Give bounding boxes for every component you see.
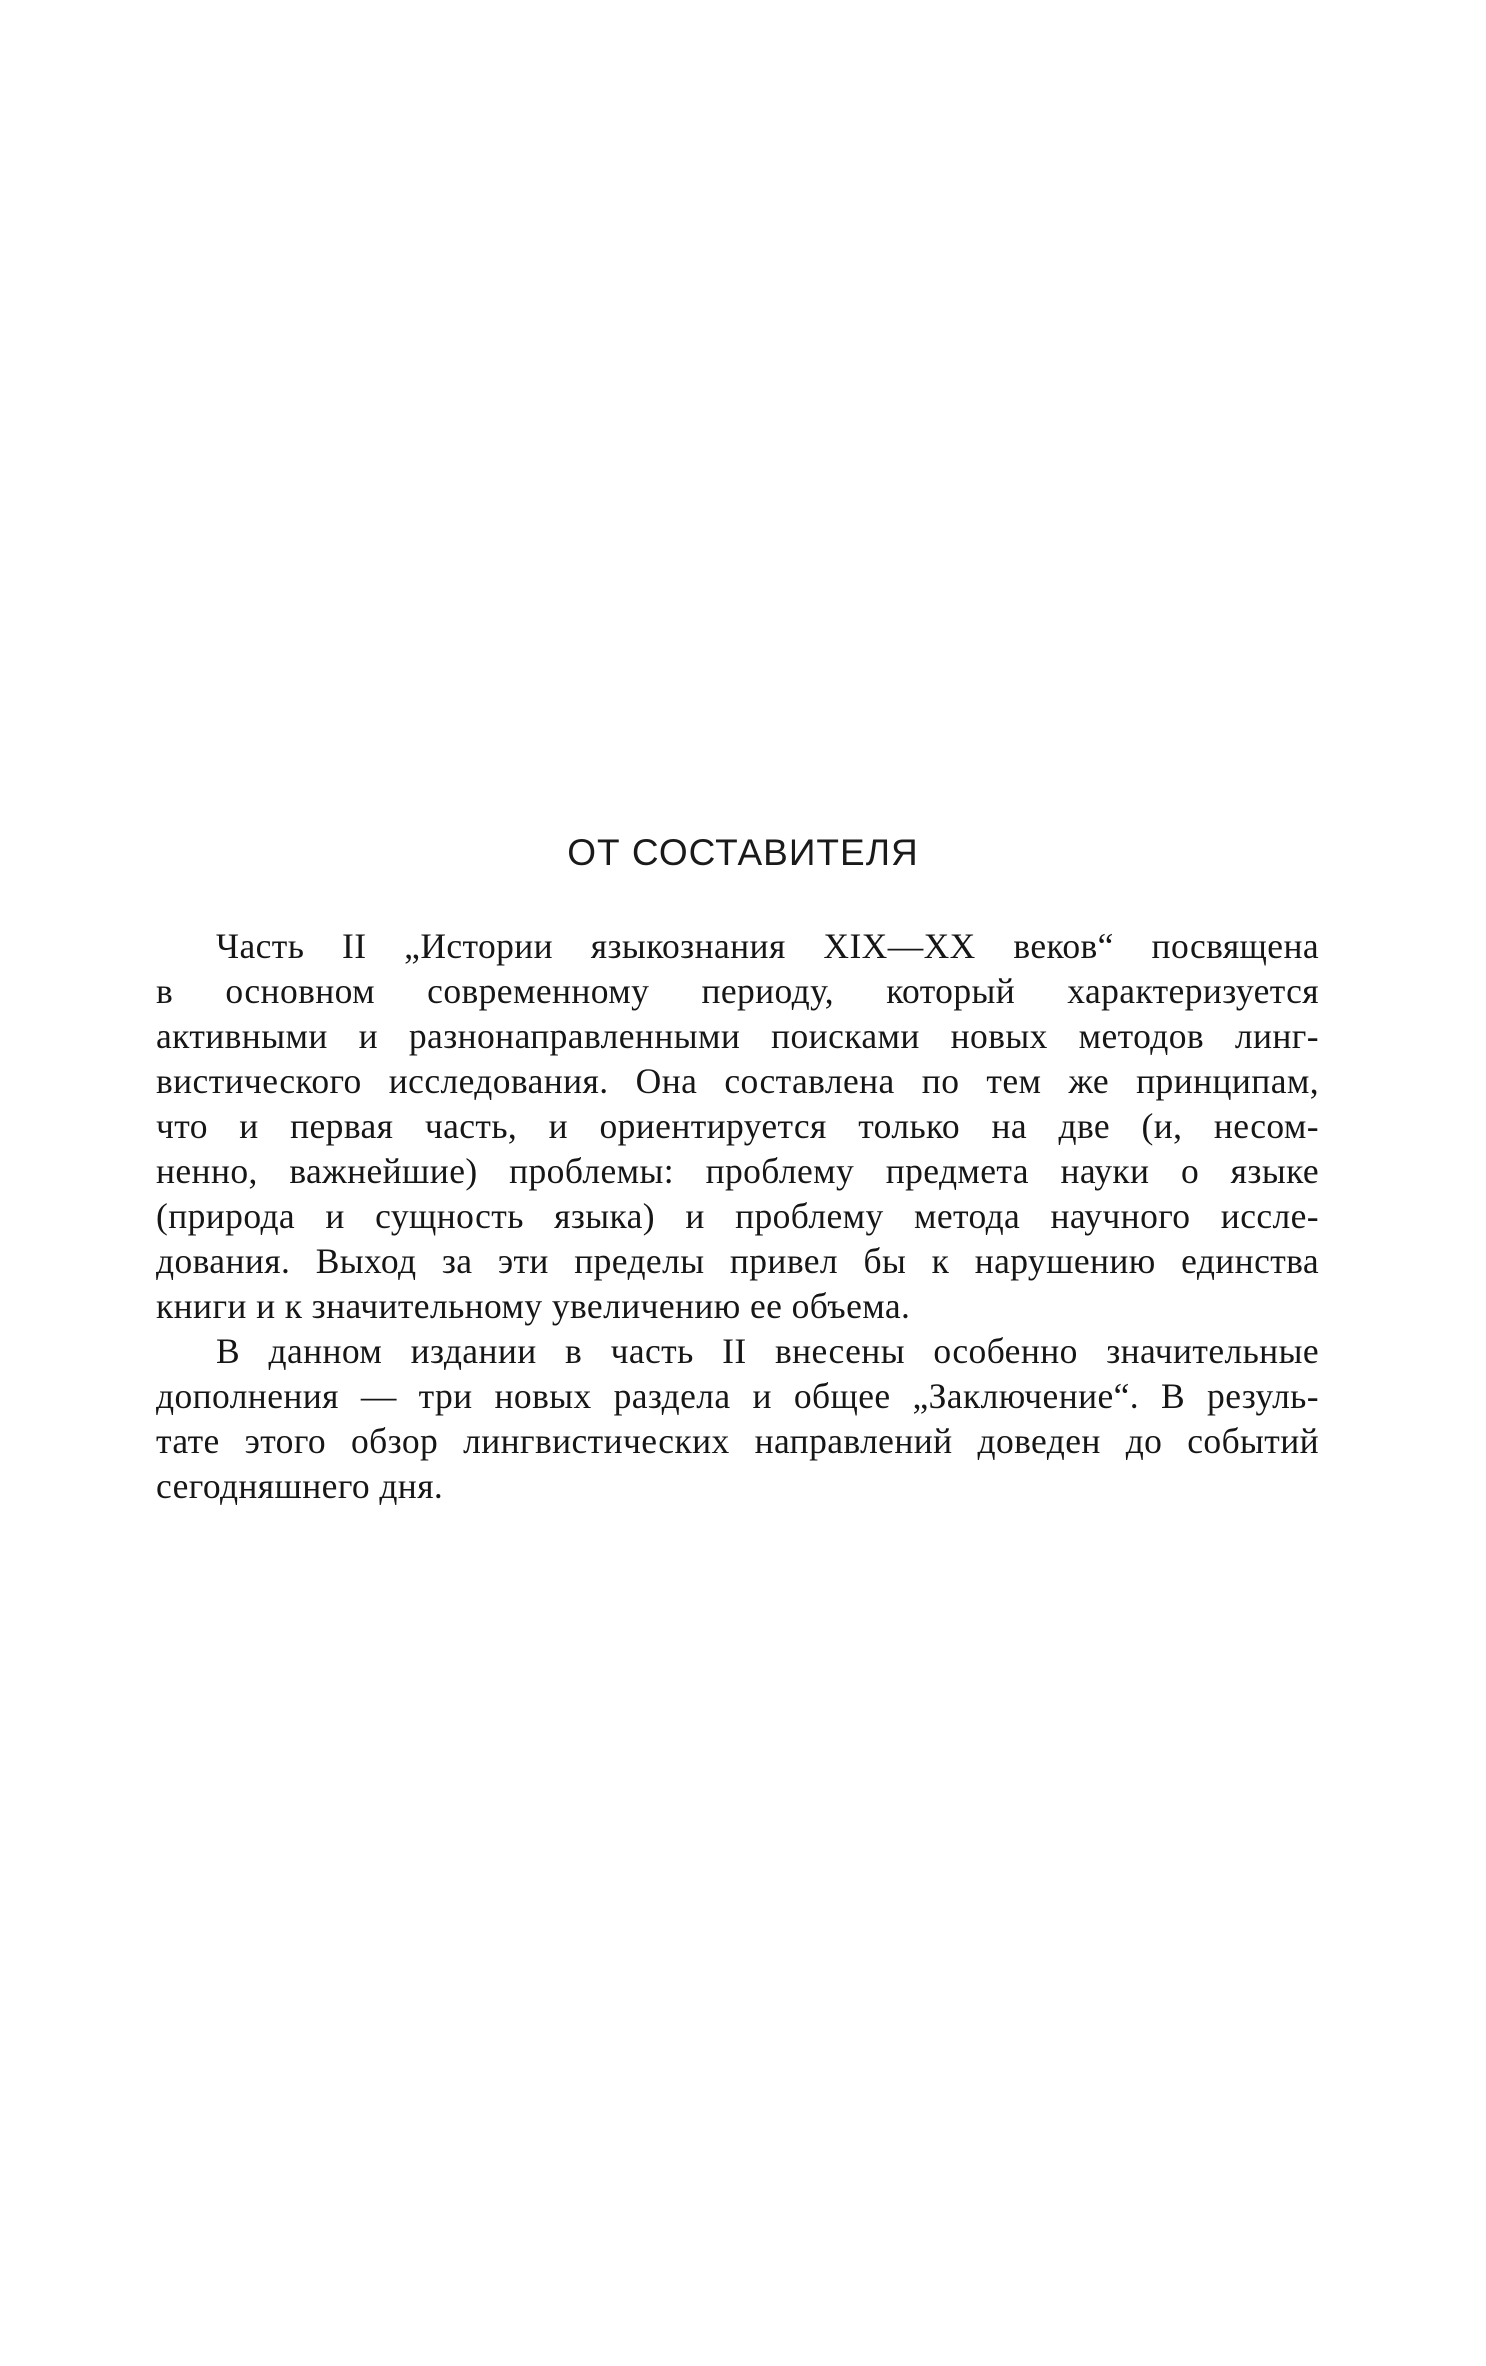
text-line: в основном современному периоду, который характеризуется xyxy=(156,971,1319,1011)
text-line: что и первая часть, и ориентируется только на две (и, несом- xyxy=(156,1106,1319,1146)
text-line: (природа и сущность языка) и проблему метода научного иссле- xyxy=(156,1196,1319,1236)
text-line: вистического исследования. Она составлена по тем же принципам, xyxy=(156,1061,1319,1101)
section-heading: ОТ СОСТАВИТЕЛЯ xyxy=(567,832,919,873)
text-line: Часть II „Истории языкознания XIX—XX веков“ посвящена xyxy=(216,926,1319,966)
body-text xyxy=(156,924,1319,1509)
text-line: книги и к значительному увеличению ее объема. xyxy=(156,1286,911,1326)
text-line: дополнения — три новых раздела и общее „Заключение“. В резуль- xyxy=(156,1376,1319,1416)
text-line: активными и разнонаправленными поисками новых методов линг- xyxy=(156,1016,1319,1056)
paragraph-1 xyxy=(156,924,1319,1329)
paragraph-2 xyxy=(156,1329,1319,1509)
text-line: тате этого обзор лингвистических направлений доведен до событий xyxy=(156,1421,1319,1461)
text-line: сегодняшнего дня. xyxy=(156,1466,444,1506)
text-line: В данном издании в часть II внесены особенно значительные xyxy=(216,1331,1319,1371)
text-line: дования. Выход за эти пределы привел бы к нарушению единства xyxy=(156,1241,1319,1281)
text-line: ненно, важнейшие) проблемы: проблему предмета науки о языке xyxy=(156,1151,1319,1191)
